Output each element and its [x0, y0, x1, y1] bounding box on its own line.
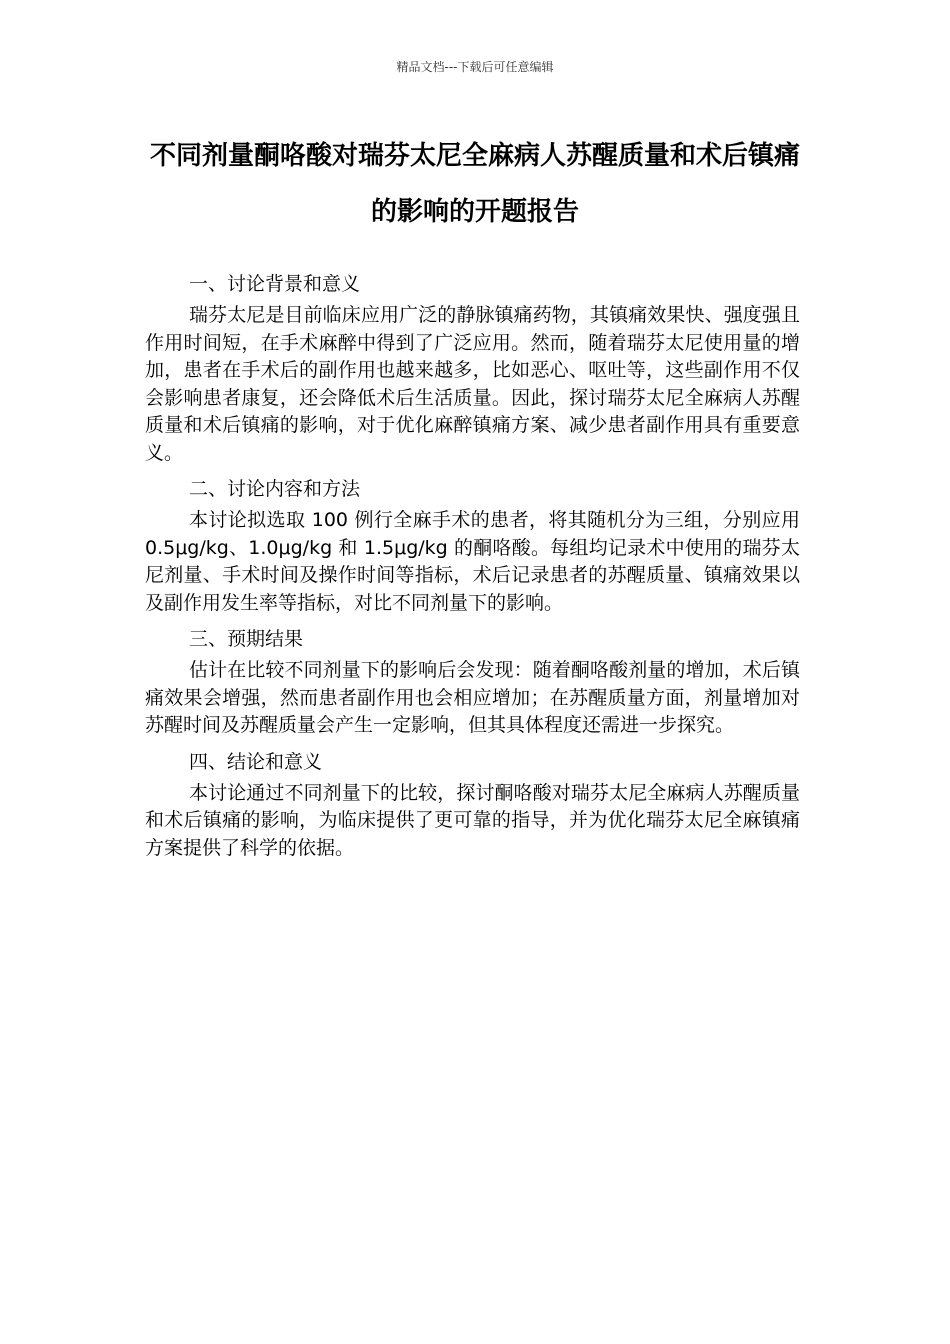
- section-heading: 四、结论和意义: [189, 750, 323, 773]
- section-paragraph: 本讨论拟选取 100 例行全麻手术的患者，将其随机分为三组，分别应用 0.5μg/kg、1.0μg/kg 和 1.5μg/kg 的酮咯酸。每组均记录术中使用的瑞芬太尼剂量、手术时间及操作时间等指标，术后记录患者的苏醒质量、镇痛效果以及副作用发生率等指标，对比不同剂量下的影响。: [145, 509, 800, 614]
- section-heading: 三、预期结果: [189, 628, 304, 650]
- section-conclusion: [145, 744, 800, 863]
- document-title: 不同剂量酮咯酸对瑞芬太尼全麻病人苏醒质量和术后镇痛的影响的开题报告: [149, 141, 800, 227]
- section-heading: 二、讨论内容和方法: [189, 478, 361, 500]
- section-paragraph: 本讨论通过不同剂量下的比较，探讨酮咯酸对瑞芬太尼全麻病人苏醒质量和术后镇痛的影响，为临床提供了更可靠的指导，并为优化瑞芬太尼全麻镇痛方案提供了科学的依据。: [145, 781, 800, 859]
- section-content-methods: [145, 471, 800, 617]
- header-note: 精品文档---下载后可任意编辑: [396, 60, 554, 74]
- section-expected-results: [145, 621, 800, 740]
- section-background: [145, 266, 800, 467]
- section-paragraph: 瑞芬太尼是目前临床应用广泛的静脉镇痛药物，其镇痛效果快、强度强且作用时间短，在手术麻醉中得到了广泛应用。然而，随着瑞芬太尼使用量的增加，患者在手术后的副作用也越来越多，比如恶心、呕吐等，这些副作用不仅会影响患者康复，还会降低术后生活质量。因此，探讨瑞芬太尼全麻病人苏醒质量和术后镇痛的影响，对于优化麻醉镇痛方案、减少患者副作用具有重要意义。: [145, 304, 800, 464]
- section-heading: 一、讨论背景和意义: [189, 273, 361, 295]
- section-paragraph: 估计在比较不同剂量下的影响后会发现：随着酮咯酸剂量的增加，术后镇痛效果会增强，然而患者副作用也会相应增加；在苏醒质量方面，剂量增加对苏醒时间及苏醒质量会产生一定影响，但其具体程度还需进一步探究。: [145, 659, 800, 736]
- document-body: [145, 266, 800, 866]
